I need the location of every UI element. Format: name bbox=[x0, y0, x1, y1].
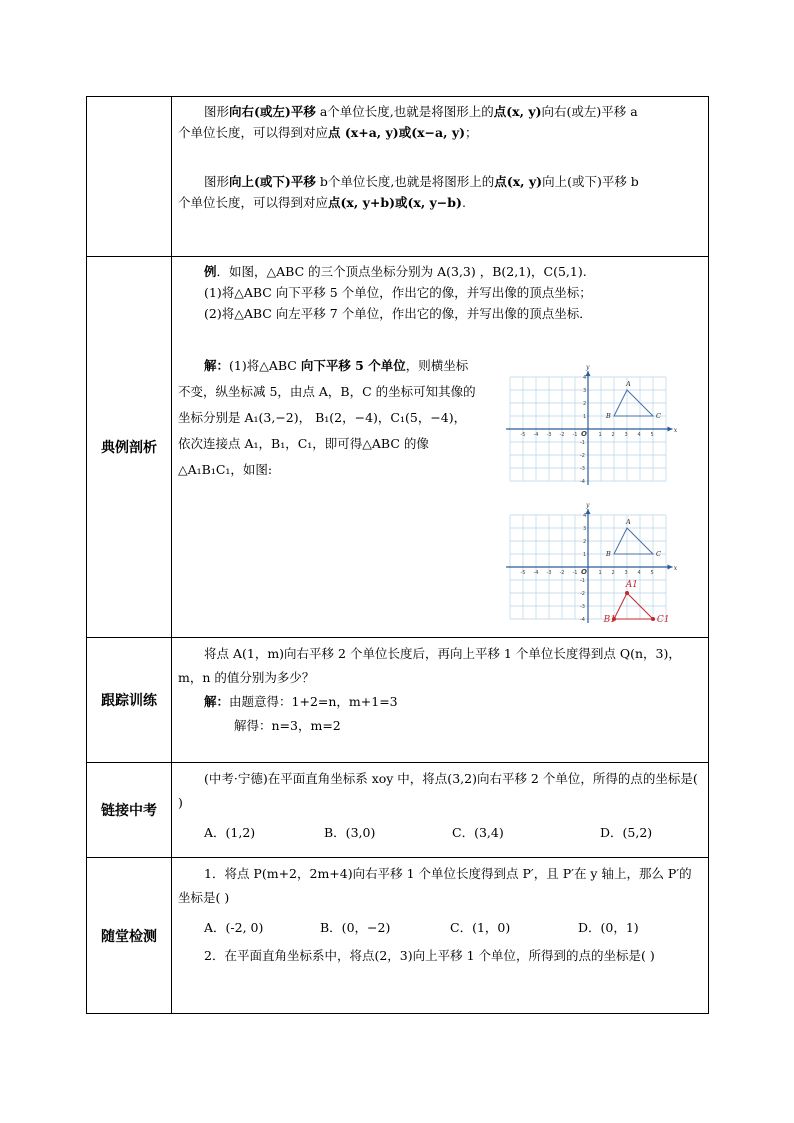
y-axis-arrow bbox=[586, 371, 591, 376]
vertex-label: A1 bbox=[625, 580, 638, 590]
x-tick-label: 1 bbox=[598, 570, 602, 576]
vertex-label: B bbox=[606, 550, 611, 558]
exam-question: (中考·宁德)在平面直角坐标系 xoy 中，将点(3,2)向右平移 2 个单位，所得的点的坐标是( ) bbox=[178, 771, 698, 810]
x-tick-label: 3 bbox=[624, 570, 628, 576]
bold-text: 向右(或左)平移 bbox=[229, 104, 316, 119]
option-d: D．(5,2) bbox=[600, 825, 653, 840]
bold-text: 点(x, y) bbox=[494, 174, 543, 189]
bold-text: 点(x, y) bbox=[493, 104, 542, 119]
x-axis-arrow bbox=[668, 427, 673, 432]
row-concept bbox=[87, 97, 709, 257]
text: ，则横坐标不变，纵坐标减 5，由点 A，B，C 的坐标可知其像的坐标分别是 A₁(3,−2)， B₁(2，−4)，C₁(5，−4)，依次连接点 A₁，B₁，C₁，即可得△ABC 的像△A₁B₁C₁，如图: bbox=[178, 358, 476, 477]
option-c: C．(3,4) bbox=[452, 825, 504, 840]
row-example bbox=[87, 257, 709, 638]
row-quiz bbox=[87, 858, 709, 1014]
text: 图形 bbox=[204, 104, 230, 119]
text: 向上(或下)平移 b bbox=[542, 174, 639, 189]
option-c: C．(1，0) bbox=[450, 920, 511, 935]
x-tick-label: O bbox=[581, 430, 587, 438]
x-tick-label: -1 bbox=[572, 432, 578, 438]
y-axis-arrow bbox=[586, 509, 591, 514]
y-axis-label: y bbox=[586, 364, 590, 371]
vertex-label: C bbox=[656, 412, 661, 420]
y-tick-label: 4 bbox=[583, 513, 587, 519]
y-tick-label: 3 bbox=[583, 526, 587, 532]
x-tick-label: 2 bbox=[611, 570, 615, 576]
option-b: B．(0，−2) bbox=[320, 920, 391, 935]
exam-content bbox=[172, 763, 709, 858]
x-tick-label: 4 bbox=[637, 432, 641, 438]
row-label: 随堂检测 bbox=[87, 858, 172, 1014]
lesson-sheet bbox=[86, 96, 709, 1014]
y-tick-label: -3 bbox=[580, 466, 585, 472]
quiz-content bbox=[172, 858, 709, 1014]
quiz-question-2: 2．在平面直角坐标系中，将点(2，3)向上平移 1 个单位，所得到的点的坐标是( ) bbox=[204, 948, 655, 963]
x-tick-label: -2 bbox=[559, 432, 565, 438]
example-content bbox=[172, 257, 709, 638]
x-tick-label: -3 bbox=[546, 432, 552, 438]
bold-text: 例 bbox=[204, 264, 217, 279]
y-tick-label: -3 bbox=[580, 604, 585, 610]
text: 个单位长度，可以得到对应 bbox=[178, 125, 329, 140]
x-tick-label: 2 bbox=[611, 432, 615, 438]
row-exam bbox=[87, 763, 709, 858]
practice-solution-2: 解得：n=3，m=2 bbox=[234, 718, 341, 733]
concept-content bbox=[172, 97, 709, 257]
x-tick-label: -5 bbox=[520, 432, 526, 438]
quiz-question-1: 1．将点 P(m+2，2m+4)向右平移 1 个单位长度得到点 P′，且 P′在 y 轴上，那么 P′的坐标是( ) bbox=[178, 866, 692, 905]
x-tick-label: -4 bbox=[533, 570, 539, 576]
bold-text: 解： bbox=[204, 358, 230, 373]
x-tick-label: 3 bbox=[624, 432, 628, 438]
y-tick-label: 1 bbox=[583, 414, 587, 420]
concept-para-horizontal bbox=[178, 101, 700, 143]
text: b个单位长度,也就是将图形上的 bbox=[315, 174, 495, 189]
y-tick-label: -4 bbox=[580, 617, 585, 623]
quiz-options bbox=[178, 916, 700, 940]
example-q1: (1)将△ABC 向下平移 5 个单位，作出它的像，并写出像的顶点坐标； bbox=[204, 285, 592, 300]
row-label-empty bbox=[87, 97, 172, 257]
text: 个单位长度，可以得到对应 bbox=[178, 195, 329, 210]
x-tick-label: 5 bbox=[650, 432, 654, 438]
x-tick-label: 1 bbox=[598, 432, 602, 438]
x-axis-label: x bbox=[673, 565, 678, 572]
exam-options bbox=[178, 821, 700, 845]
y-tick-label: 2 bbox=[583, 401, 587, 407]
option-a: A．(-2, 0) bbox=[204, 920, 264, 935]
option-a: A．(1,2) bbox=[204, 825, 256, 840]
row-label: 跟踪训练 bbox=[87, 638, 172, 763]
text: 图形 bbox=[204, 174, 230, 189]
bold-text: 点(x, y+b)或(x, y−b) bbox=[328, 195, 462, 210]
y-tick-label: 4 bbox=[583, 375, 587, 381]
text: (1)将△ABC bbox=[229, 358, 301, 373]
practice-content bbox=[172, 638, 709, 763]
text: ．如图，△ABC 的三个顶点坐标分别为 A(3,3) ，B(2,1)，C(5,1). bbox=[216, 264, 587, 279]
y-axis-label: y bbox=[586, 502, 590, 509]
vertex-label: A bbox=[626, 518, 631, 526]
example-solution bbox=[178, 353, 478, 483]
text: a个单位长度,也就是将图形上的 bbox=[315, 104, 494, 119]
y-tick-label: -2 bbox=[580, 453, 585, 459]
y-tick-label: -1 bbox=[580, 440, 585, 446]
y-tick-label: 3 bbox=[583, 388, 587, 394]
row-practice bbox=[87, 638, 709, 763]
text: . bbox=[461, 195, 466, 210]
text: 由题意得：1+2=n，m+1=3 bbox=[229, 694, 398, 709]
option-d: D．(0，1) bbox=[578, 920, 639, 935]
y-tick-label: -1 bbox=[580, 578, 585, 584]
row-label: 典例剖析 bbox=[87, 257, 172, 638]
text: 向右(或左)平移 a bbox=[541, 104, 638, 119]
vertex-dot bbox=[651, 617, 655, 621]
bold-text: 解： bbox=[204, 694, 230, 709]
bold-text: 点 (x+a, y)或(x−a, y) bbox=[328, 125, 466, 140]
row-label: 链接中考 bbox=[87, 763, 172, 858]
bold-text: 向下平移 5 个单位 bbox=[300, 358, 406, 373]
y-tick-label: -2 bbox=[580, 591, 585, 597]
vertex-label: B1 bbox=[603, 615, 616, 625]
y-tick-label: 1 bbox=[583, 552, 587, 558]
practice-question: 将点 A(1，m)向右平移 2 个单位长度后，再向上平移 1 个单位长度得到点 Q(n，3)，m，n 的值分别为多少？ bbox=[178, 646, 681, 685]
example-q2: (2)将△ABC 向左平移 7 个单位，作出它的像，并写出像的顶点坐标． bbox=[204, 306, 592, 321]
coordinate-grid-original bbox=[508, 353, 676, 485]
vertex-label: C bbox=[656, 550, 661, 558]
x-tick-label: 4 bbox=[637, 570, 641, 576]
vertex-label: A bbox=[626, 380, 631, 388]
example-title bbox=[178, 261, 700, 282]
x-tick-label: -1 bbox=[572, 570, 578, 576]
concept-para-vertical bbox=[178, 171, 700, 213]
vertex-label: C1 bbox=[656, 615, 670, 625]
y-tick-label: 2 bbox=[583, 539, 587, 545]
x-tick-label: -5 bbox=[520, 570, 526, 576]
x-tick-label: O bbox=[581, 568, 587, 576]
vertex-label: B bbox=[606, 412, 611, 420]
x-axis-arrow bbox=[668, 565, 673, 570]
vertex-dot bbox=[625, 591, 629, 595]
x-axis-label: x bbox=[673, 427, 678, 434]
x-tick-label: -3 bbox=[546, 570, 552, 576]
x-tick-label: -2 bbox=[559, 570, 565, 576]
text: ； bbox=[465, 125, 478, 140]
x-tick-label: -4 bbox=[533, 432, 539, 438]
option-b: B．(3,0) bbox=[324, 825, 376, 840]
practice-solution-1 bbox=[178, 690, 700, 714]
lesson-table bbox=[86, 96, 709, 1014]
y-tick-label: -4 bbox=[580, 479, 585, 485]
coordinate-grid-translated bbox=[508, 493, 676, 629]
bold-text: 向上(或下)平移 bbox=[229, 174, 316, 189]
x-tick-label: 5 bbox=[650, 570, 654, 576]
